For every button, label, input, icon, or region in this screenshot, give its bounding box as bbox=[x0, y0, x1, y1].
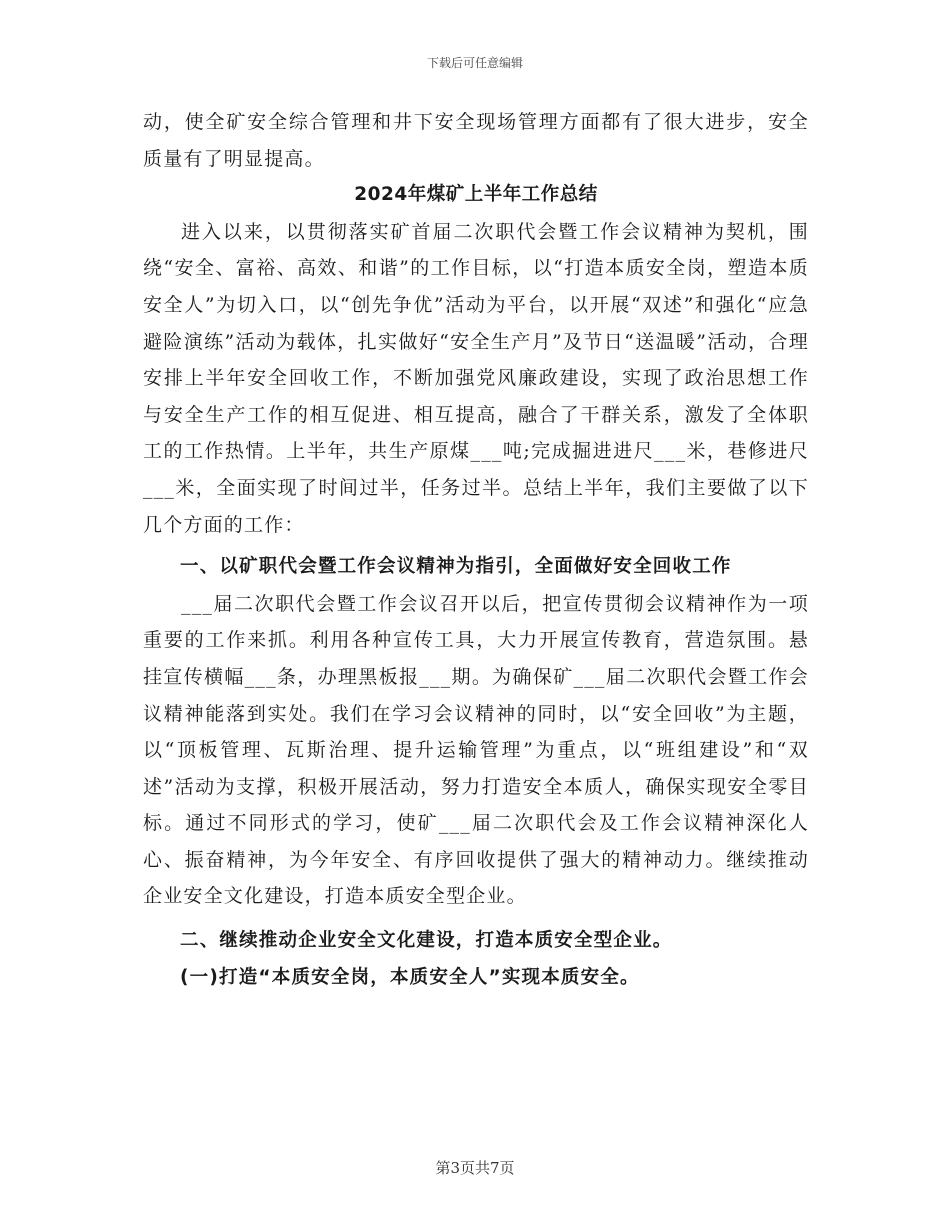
page-header-note: 下载后可任意编辑 bbox=[426, 56, 523, 70]
document-title: 2024年煤矿上半年工作总结 bbox=[354, 184, 598, 206]
paragraph-2: ___届二次职代会暨工作会议召开以后，把宣传贯彻会议精神作为一项重要的工作来抓。利用各种宣传工具，大力开展宣传教育，营造氛围。悬挂宣传横幅___条，办理黑板报___期。为确保矿___届二次职代会暨工作会议精神能落到实处。我们在学习会议精神的同时，以“安全回收”为主题，以“顶板管理、瓦斯治理、提升运输管理”为重点，以“班组建设”和“双述”活动为支撑，积极开展活动，努力打造安全本质人，确保实现安全零目标。通过不同形式的学习，使矿___届二次职代会及工作会议精神深化人心、振奋精神，为今年安全、有序回收提供了强大的精神动力。继续推动企业安全文化建设，打造本质安全型企业。 bbox=[143, 592, 809, 908]
page-number: 第3页共7页 bbox=[435, 1159, 515, 1177]
paragraph-1: 进入以来，以贯彻落实矿首届二次职代会暨工作会议精神为契机，围绕“安全、富裕、高效、和谐”的工作目标，以“打造本质安全岗，塑造本质安全人”为切入口，以“创先争优”活动为平台，以开展“双述”和强化“应急避险演练”活动为载体，扎实做好“安全生产月”及节日“送温暖”活动，合理安排上半年安全回收工作，不断加强党风廉政建设，实现了政治思想工作与安全生产工作的相互促进、相互提高，融合了干群关系，激发了全体职工的工作热情。上半年，共生产原煤___吨;完成掘进进尺___米，巷修进尺___米，全面实现了时间过半，任务过半。总结上半年，我们主要做了以下几个方面的工作： bbox=[143, 220, 809, 536]
document-body bbox=[143, 104, 809, 996]
subsection-heading-1: (一)打造“本质安全岗，本质安全人”实现本质安全。 bbox=[180, 966, 640, 988]
section-heading-1: 一、以矿职代会暨工作会议精神为指引，全面做好安全回收工作 bbox=[180, 556, 732, 578]
section-heading-2: 二、继续推动企业安全文化建设，打造本质安全型企业。 bbox=[180, 930, 673, 952]
intro-continuation: 动，使全矿安全综合管理和井下安全现场管理方面都有了很大进步，安全质量有了明显提高。 bbox=[143, 111, 809, 170]
